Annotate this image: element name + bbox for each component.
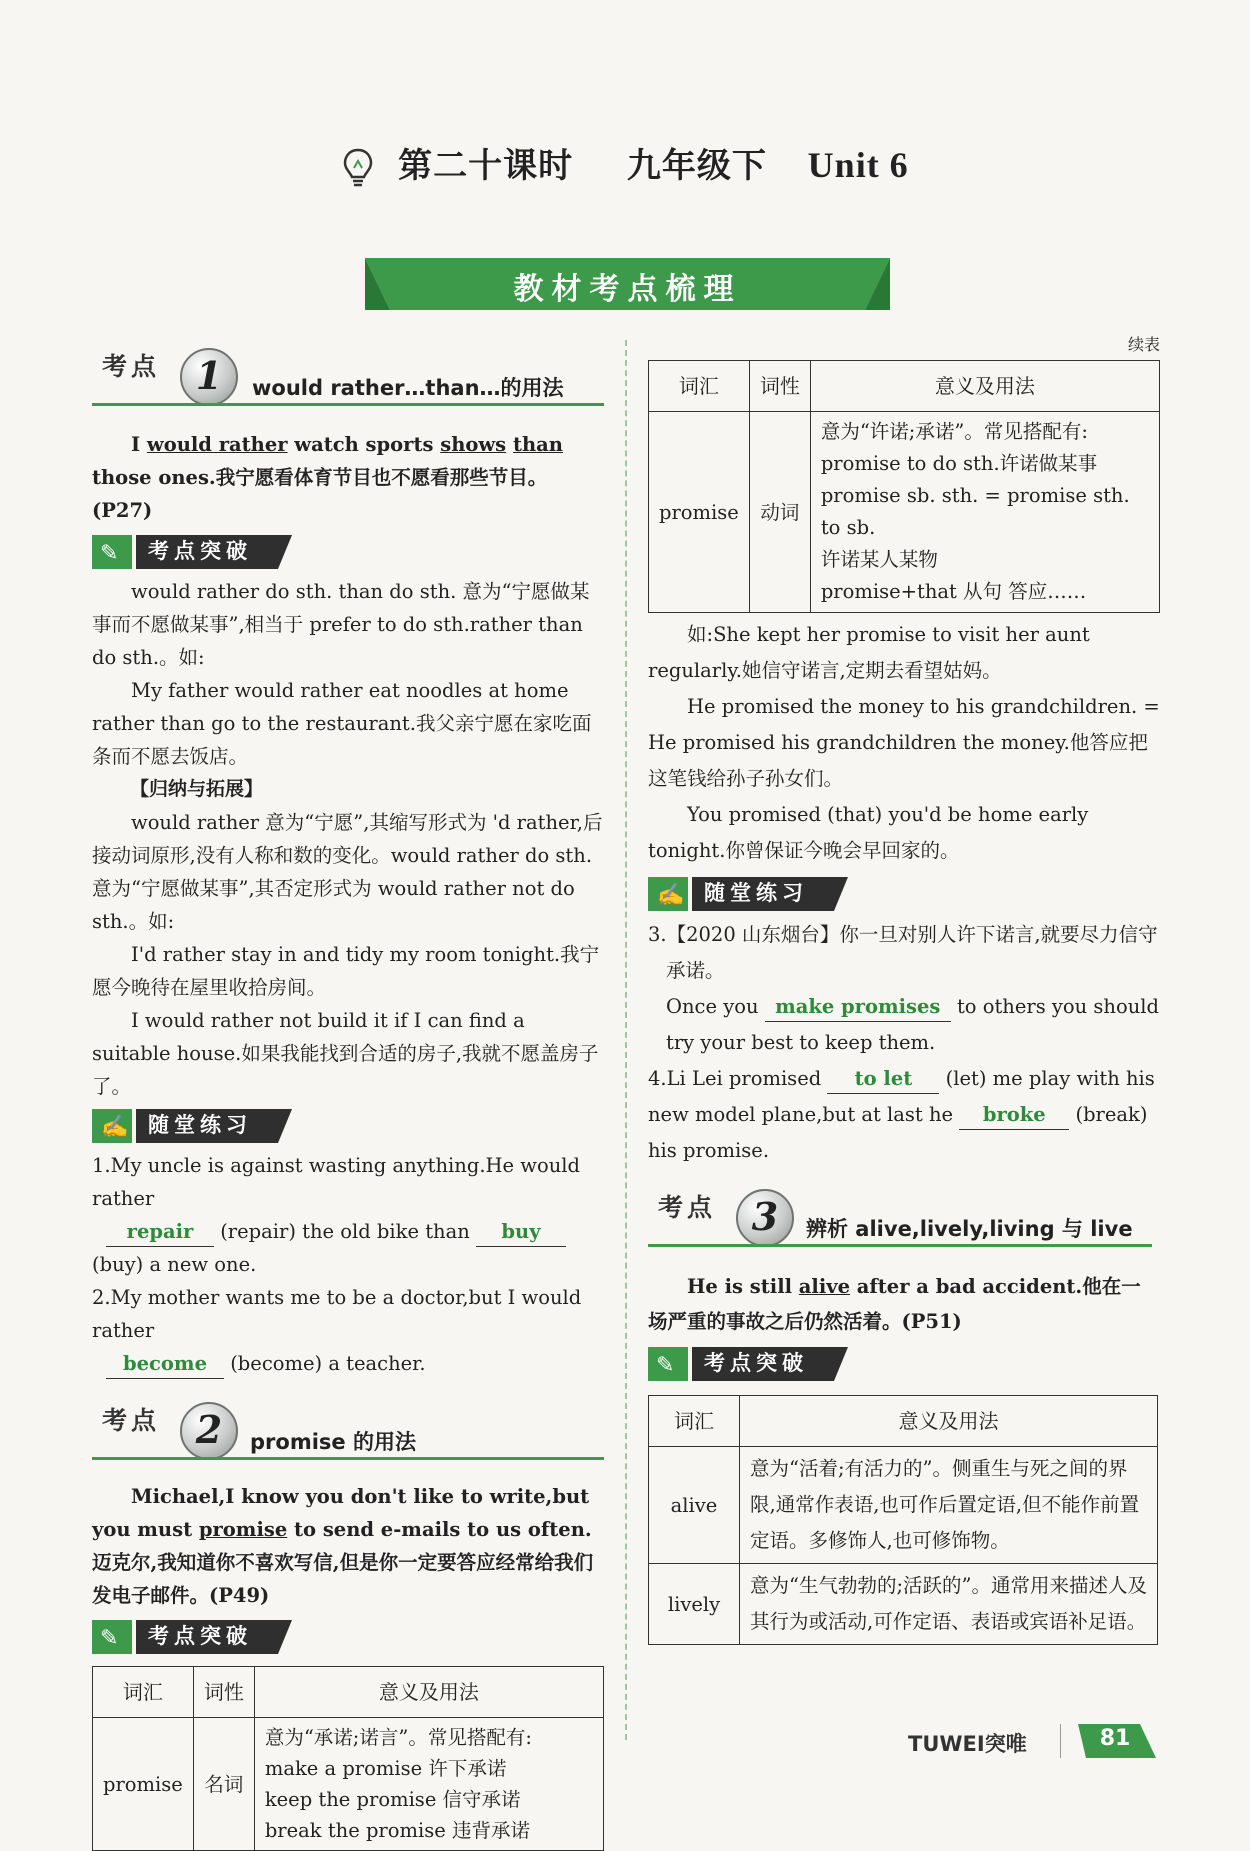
- table-cell-word: lively: [649, 1564, 740, 1645]
- kaodian-number-badge: 1: [180, 348, 238, 406]
- alive-lively-table: 词汇 意义及用法 alive 意为“活着;有活力的”。侧重生与死之间的界限,通常作表语,也可作后置定语,但不能作前置定语。多修饰人,也可修饰物。 lively 意为“生气勃勃的;活跃的”。通常用来描述人及其行为或活动,可作定语、表语或宾语补足语。: [648, 1395, 1158, 1645]
- subheading-breakthrough: ✎ 考点突破: [648, 1347, 1160, 1381]
- answer-blank[interactable]: become: [106, 1350, 224, 1379]
- subheading-practice: ✍ 随堂练习: [648, 877, 1160, 911]
- answer-blank[interactable]: broke: [959, 1101, 1069, 1130]
- kaodian-3-header: [648, 1189, 1160, 1249]
- answer-blank[interactable]: to let: [827, 1065, 939, 1094]
- banner-title: 教材考点梳理: [513, 272, 742, 307]
- footer-separator: [1060, 1724, 1061, 1758]
- promise-verb-table: 词汇 词性 意义及用法 promise 动词 意为“许诺;承诺”。常见搭配有: promise to do sth.许诺做某事 promise sb. sth. = promise sth. to sb. 许诺某人某物 promise+that 从句 答应……: [648, 360, 1160, 613]
- grade-label: 九年级下: [626, 146, 767, 186]
- kaodian-title: promise 的用法: [250, 1430, 416, 1454]
- ribbon-icon: ✎: [100, 1626, 119, 1651]
- column-divider: [625, 340, 627, 1740]
- page-title: [0, 138, 1250, 190]
- table-cell-word: alive: [649, 1447, 740, 1564]
- explanation-p5: I would rather not build it if I can find a suitable house.如果我能找到合适的房子,我就不愿盖房子了。: [92, 1009, 599, 1098]
- summary-heading: 【归纳与拓展】: [130, 778, 264, 800]
- unit-label: Unit 6: [807, 145, 909, 185]
- right-column: [648, 334, 1160, 1645]
- question-1: 1.My uncle is against wasting anything.He would rather repair (repair) the old bike than buy (buy) a new one.: [92, 1154, 580, 1276]
- kaodian-2-example: Michael,I know you don't like to write,but you must promise to send e-mails to us often.迈克尔,我知道你不喜欢写信,但是你一定要答应经常给我们发电子邮件。(P49): [92, 1485, 594, 1607]
- ribbon-icon: ✎: [656, 1353, 675, 1378]
- example-p2: He promised the money to his grandchildren. = He promised his grandchildren the money.他答应把这笔钱给孙子孙女们。: [648, 695, 1160, 790]
- promise-noun-table: 词汇 词性 意义及用法 promise 名词 意为“承诺;诺言”。常见搭配有: make a promise 许下承诺 keep the promise 信守承诺 break the promise 违背承诺: [92, 1666, 604, 1851]
- kaodian-title: 辨析 alive,lively,living 与 live: [806, 1217, 1133, 1241]
- heading-rule: [92, 1457, 604, 1460]
- pencil-icon: ✍: [657, 883, 685, 908]
- explanation-p3: would rather 意为“宁愿”,其缩写形式为 'd rather,后接动词原形,没有人称和数的变化。would rather do sth.意为“宁愿做某事”,其否定形式为 would rather not do sth.。如:: [92, 811, 603, 933]
- question-2: 2.My mother wants me to be a doctor,but I would rather become (become) a teacher.: [92, 1281, 604, 1380]
- answer-blank[interactable]: buy: [476, 1218, 566, 1247]
- lesson-label: 第二十课时: [398, 146, 574, 186]
- kaodian-1-header: [92, 348, 604, 408]
- subheading-breakthrough: ✎ 考点突破: [92, 535, 604, 569]
- table-cell-usage: 意为“生气勃勃的;活跃的”。通常用来描述人及其行为或活动,可作定语、表语或宾语补足语。: [740, 1564, 1158, 1645]
- kaodian-number-badge: 2: [180, 1402, 238, 1460]
- lightbulb-icon: [341, 146, 375, 190]
- answer-blank[interactable]: make promises: [765, 993, 951, 1022]
- kaodian-1-example: I would rather watch sports shows than those ones.我宁愿看体育节目也不愿看那些节目。(P27): [92, 433, 563, 522]
- explanation-p2: My father would rather eat noodles at home rather than go to the restaurant.我父亲宁愿在家吃面条而不愿去饭店。: [92, 679, 592, 768]
- table-cell-usage: 意为“许诺;承诺”。常见搭配有: promise to do sth.许诺做某事 promise sb. sth. = promise sth. to sb. 许诺某人某物 promise+that 从句 答应……: [810, 412, 1159, 613]
- table-cell-pos: 动词: [749, 412, 810, 613]
- example-p1: 如:She kept her promise to visit her aunt regularly.她信守诺言,定期去看望姑妈。: [648, 623, 1090, 682]
- ribbon-icon: ✎: [100, 541, 119, 566]
- pencil-icon: ✍: [101, 1115, 129, 1140]
- left-column: [92, 348, 604, 1851]
- kaodian-label: 考点: [102, 1406, 161, 1435]
- table-cell-word: promise: [93, 1718, 194, 1851]
- table-cell-usage: 意为“活着;有活力的”。侧重生与死之间的界限,通常作表语,也可作后置定语,但不能作前置定语。多修饰人,也可修饰物。: [740, 1447, 1158, 1564]
- question-3: 3.【2020 山东烟台】你一旦对别人许下诺言,就要尽力信守承诺。 Once you make promises to others you should try your best to keep them.: [648, 923, 1160, 1054]
- explanation-p4: I'd rather stay in and tidy my room tonight.我宁愿今晚待在屋里收拾房间。: [92, 943, 600, 999]
- kaodian-title: would rather…than…的用法: [252, 376, 564, 400]
- question-4: 4.Li Lei promised to let (let) me play with his new model plane,but at last he broke (break) his promise.: [648, 1067, 1155, 1162]
- kaodian-3-example: He is still alive after a bad accident.他在一场严重的事故之后仍然活着。(P51): [648, 1275, 1141, 1333]
- continued-label: 续表: [1127, 335, 1160, 354]
- subheading-practice: ✍ 随堂练习: [92, 1109, 604, 1143]
- subheading-breakthrough: ✎ 考点突破: [92, 1620, 604, 1654]
- explanation-p1: would rather do sth. than do sth. 意为“宁愿做某事而不愿做某事”,相当于 prefer to do sth.rather than do sth.。如:: [92, 580, 590, 669]
- kaodian-label: 考点: [102, 352, 161, 381]
- table-cell-word: promise: [649, 412, 750, 613]
- heading-rule: [92, 403, 604, 406]
- kaodian-label: 考点: [658, 1193, 717, 1222]
- kaodian-number-badge: 3: [736, 1189, 794, 1247]
- table-cell-pos: 名词: [193, 1718, 254, 1851]
- kaodian-2-header: [92, 1402, 604, 1462]
- table-cell-usage: 意为“承诺;诺言”。常见搭配有: make a promise 许下承诺 keep the promise 信守承诺 break the promise 违背承诺: [254, 1718, 603, 1851]
- publisher-brand: TUWEI突唯: [908, 1732, 1027, 1756]
- page-number: 81: [1099, 1726, 1131, 1751]
- heading-rule: [648, 1244, 1152, 1247]
- answer-blank[interactable]: repair: [106, 1218, 214, 1247]
- example-p3: You promised (that) you'd be home early tonight.你曾保证今晚会早回家的。: [648, 803, 1089, 862]
